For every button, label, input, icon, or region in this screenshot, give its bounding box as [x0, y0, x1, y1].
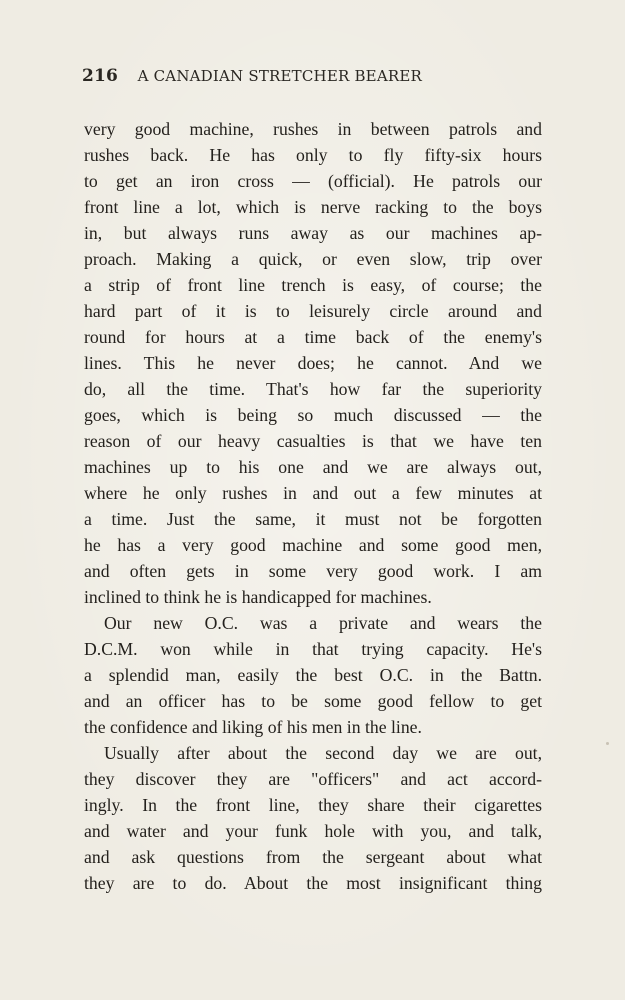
- paragraph-first-line: Usually after about the second day we are out,: [104, 743, 542, 763]
- paragraph-first-line: Our new O.C. was a private and wears the: [104, 613, 542, 633]
- paper-speck: [606, 742, 609, 745]
- text-line: a splendid man, easily the best O.C. in the Battn.: [84, 665, 542, 685]
- text-line: they are to do. About the most insignificant thing: [84, 873, 542, 893]
- text-line: and ask questions from the sergeant about what: [84, 847, 542, 867]
- text-line: and often gets in some very good work. I am: [84, 561, 542, 581]
- text-line: the confidence and liking of his men in the line.: [84, 717, 422, 737]
- page-header: [82, 66, 552, 92]
- text-line: do, all the time. That's how far the superiority: [84, 379, 542, 399]
- text-line: proach. Making a quick, or even slow, trip over: [84, 249, 542, 269]
- text-line: reason of our heavy casualties is that we have ten: [84, 431, 542, 451]
- text-line: he has a very good machine and some good men,: [84, 535, 542, 555]
- text-line: hard part of it is to leisurely circle around and: [84, 301, 542, 321]
- text-line: to get an iron cross — (official). He patrols our: [84, 171, 542, 191]
- text-line: machines up to his one and we are always out,: [84, 457, 542, 477]
- text-line: ingly. In the front line, they share their cigarettes: [84, 795, 542, 815]
- text-line: front line a lot, which is nerve racking to the boys: [84, 197, 542, 217]
- text-line: rushes back. He has only to fly fifty-six hours: [84, 145, 542, 165]
- text-line: round for hours at a time back of the enemy's: [84, 327, 542, 347]
- running-title: A CANADIAN STRETCHER BEARER: [137, 67, 422, 85]
- text-line: they discover they are "officers" and act accord-: [84, 769, 542, 789]
- text-line: in, but always runs away as our machines ap-: [84, 223, 542, 243]
- text-line: where he only rushes in and out a few minutes at: [84, 483, 542, 503]
- text-line: very good machine, rushes in between patrols and: [84, 119, 542, 139]
- text-line: inclined to think he is handicapped for machines.: [84, 587, 432, 607]
- text-line: lines. This he never does; he cannot. And we: [84, 353, 542, 373]
- page-number: 216: [82, 66, 119, 86]
- text-line: D.C.M. won while in that trying capacity. He's: [84, 639, 542, 659]
- text-line: goes, which is being so much discussed — the: [84, 405, 542, 425]
- text-line: a time. Just the same, it must not be forgotten: [84, 509, 542, 529]
- text-line: and water and your funk hole with you, and talk,: [84, 821, 542, 841]
- text-line: and an officer has to be some good fellow to get: [84, 691, 542, 711]
- text-line: a strip of front line trench is easy, of course; the: [84, 275, 542, 295]
